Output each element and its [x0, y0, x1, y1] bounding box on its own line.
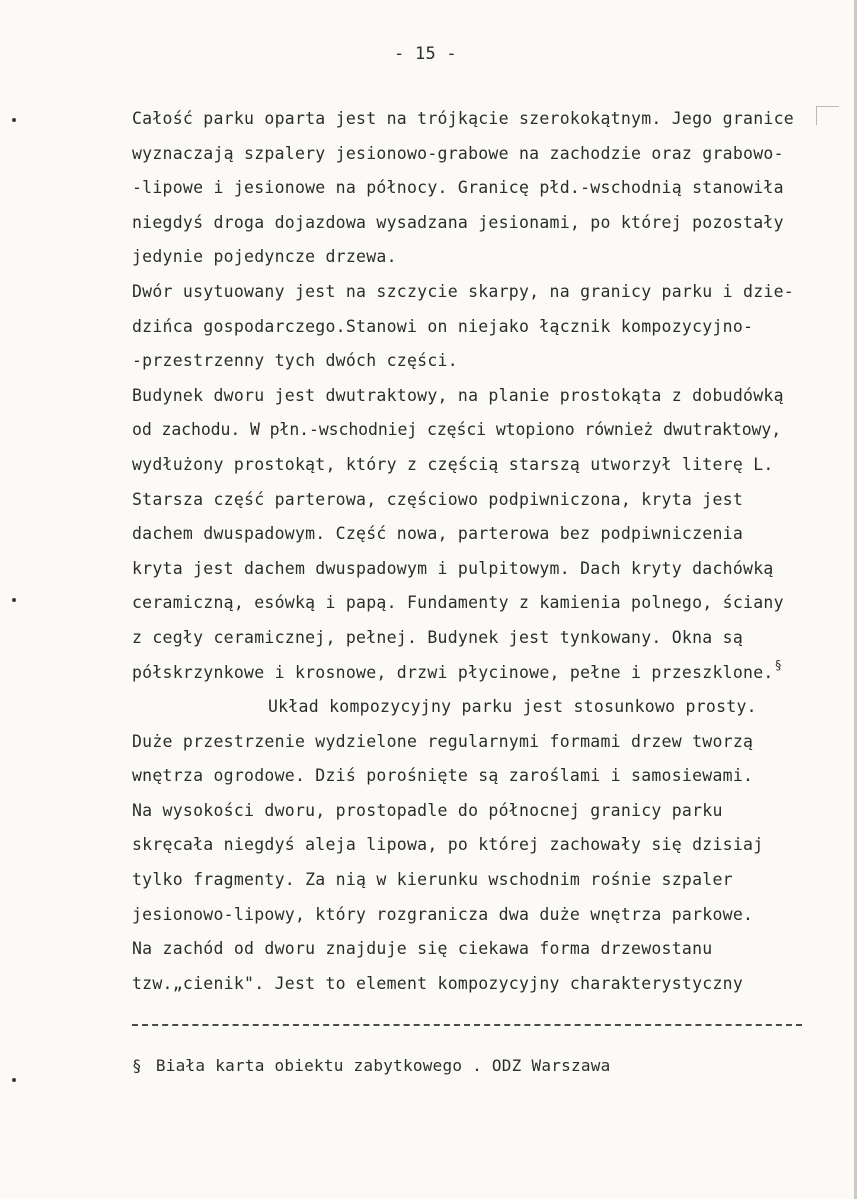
text-line: z cegły ceramicznej, pełnej. Budynek jest tynkowany. Okna są — [132, 627, 744, 647]
text-line: Dwór usytuowany jest na szczycie skarpy, na granicy parku i dzie- — [132, 281, 794, 301]
footnote-divider — [132, 1024, 802, 1026]
text-line: wyznaczają szpalery jesionowo-grabowe na zachodzie oraz grabowo- — [132, 143, 784, 163]
text-line: wydłużony prostokąt, który z częścią starszą utworzył literę L. — [132, 454, 774, 474]
text-line: Budynek dworu jest dwutraktowy, na planie prostokąta z dobudówką — [132, 385, 784, 405]
page-number: - 15 - — [394, 44, 457, 64]
body-text — [132, 102, 832, 1001]
margin-dot — [12, 1078, 16, 1082]
text-line: jedynie pojedyncze drzewa. — [132, 247, 397, 267]
text-line-with-footnote — [132, 656, 832, 691]
text-line: Duże przestrzenie wydzielone regularnymi formami drzew tworzą — [132, 731, 754, 751]
text-line: skręcała niegdyś aleja lipowa, po której zachowały się dzisiaj — [132, 835, 764, 855]
text-line: niegdyś droga dojazdowa wysadzana jesionami, po której pozostały — [132, 212, 784, 232]
text-line: Na zachód od dworu znajduje się ciekawa forma drzewostanu — [132, 939, 713, 959]
text-line: tylko fragmenty. Za nią w kierunku wschodnim rośnie szpaler — [132, 870, 733, 890]
footnote-marker: § — [132, 1056, 142, 1075]
text-line: tzw.„cienik". Jest to element kompozycyjny charakterystyczny — [132, 973, 744, 993]
footnote — [132, 1056, 611, 1075]
footnote-text: Biała karta obiektu zabytkowego . ODZ Warszawa — [155, 1056, 611, 1075]
text-line: -przestrzenny tych dwóch części. — [132, 351, 458, 371]
text-line: dzińca gospodarczego.Stanowi on niejako łącznik kompozycyjno- — [132, 316, 754, 336]
margin-dot — [12, 598, 16, 602]
text-line: Układ kompozycyjny parku jest stosunkowo prosty. — [268, 697, 757, 717]
text-line: ceramiczną, esówką i papą. Fundamenty z kamienia polnego, ściany — [132, 593, 784, 613]
text-line: -lipowe i jesionowe na północy. Granicę płd.-wschodnią stanowiła — [132, 178, 784, 198]
text-line: dachem dwuspadowym. Część nowa, parterowa bez podpiwniczenia — [132, 524, 744, 544]
text-line-content: półskrzynkowe i krosnowe, drzwi płycinowe, pełne i przeszklone. — [132, 662, 774, 682]
text-line: kryta jest dachem dwuspadowym i pulpitowym. Dach kryty dachówką — [132, 558, 774, 578]
text-line: jesionowo-lipowy, który rozgranicza dwa duże wnętrza parkowe. — [132, 904, 754, 924]
text-line: od zachodu. W płn.-wschodniej części wtopiono również dwutraktowy, — [132, 420, 782, 440]
text-line: Na wysokości dworu, prostopadle do północnej granicy parku — [132, 800, 723, 820]
margin-dot — [12, 118, 16, 122]
text-line: Starsza część parterowa, częściowo podpiwniczona, kryta jest — [132, 489, 744, 509]
footnote-reference: § — [774, 657, 783, 672]
text-line: Całość parku oparta jest na trójkącie szerokokątnym. Jego granice — [132, 109, 794, 128]
text-line: wnętrza ogrodowe. Dziś porośnięte są zaroślami i samosiewami. — [132, 766, 754, 786]
